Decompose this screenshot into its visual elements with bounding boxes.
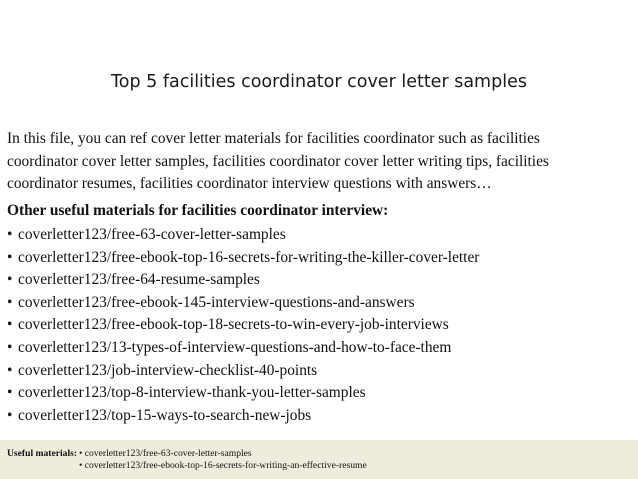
list-item [7,292,479,315]
intro-line: In this file, you can ref cover letter materials for facilities coordinator such as facilities [7,130,540,147]
bullet: • [7,316,13,334]
material-link[interactable]: coverletter123/13-types-of-interview-questions-and-how-to-face-them [18,338,452,356]
bullet: • [79,448,83,459]
bullet: • [7,226,13,243]
intro-line: coordinator cover letter samples, facilities coordinator cover letter writing tips, facilities [7,152,549,170]
list-item [7,269,479,292]
footer-row [7,460,367,472]
list-item [7,405,479,428]
intro-paragraph [7,128,633,196]
material-link[interactable]: coverletter123/top-15-ways-to-search-new-jobs [18,406,312,424]
bullet: • [7,271,13,289]
bullet: • [7,338,13,356]
bullet: • [7,293,13,311]
page-title: Top 5 facilities coordinator cover letter samples [111,72,527,92]
material-link[interactable]: coverletter123/top-8-interview-thank-you-letter-samples [18,384,366,402]
material-link[interactable]: coverletter123/free-63-cover-letter-samples [18,226,286,243]
bullet: • [7,361,13,379]
intro-line: coordinator resumes, facilities coordinator interview questions with answers… [7,175,492,192]
material-link[interactable]: coverletter123/free-64-resume-samples [18,271,260,289]
materials-heading: Other useful materials for facilities coordinator interview: [7,202,389,219]
list-item [7,337,479,360]
list-item [7,314,479,337]
bullet: • [7,406,13,424]
footer-materials [7,448,367,472]
material-link[interactable]: coverletter123/free-ebook-145-interview-questions-and-answers [18,293,415,311]
material-link[interactable]: coverletter123/free-ebook-top-18-secrets-to-win-every-job-interviews [18,316,449,334]
list-item [7,382,479,405]
list-item [7,247,479,270]
material-link[interactable]: coverletter123/job-interview-checklist-40-points [18,361,318,379]
footer-label: Useful materials: [7,448,78,459]
material-link[interactable]: coverletter123/free-ebook-top-16-secrets-for-writing-the-killer-cover-letter [18,248,480,266]
list-item [7,224,479,247]
materials-list [7,224,479,427]
bullet: • [7,384,13,402]
footer-link[interactable]: coverletter123/free-63-cover-letter-samples [84,448,252,459]
list-item [7,360,479,383]
footer-row [7,448,367,460]
bullet: • [79,460,83,471]
footer-link[interactable]: coverletter123/free-ebook-top-16-secrets-for-writing-an-effective-resume [84,460,367,471]
bullet: • [7,248,13,266]
